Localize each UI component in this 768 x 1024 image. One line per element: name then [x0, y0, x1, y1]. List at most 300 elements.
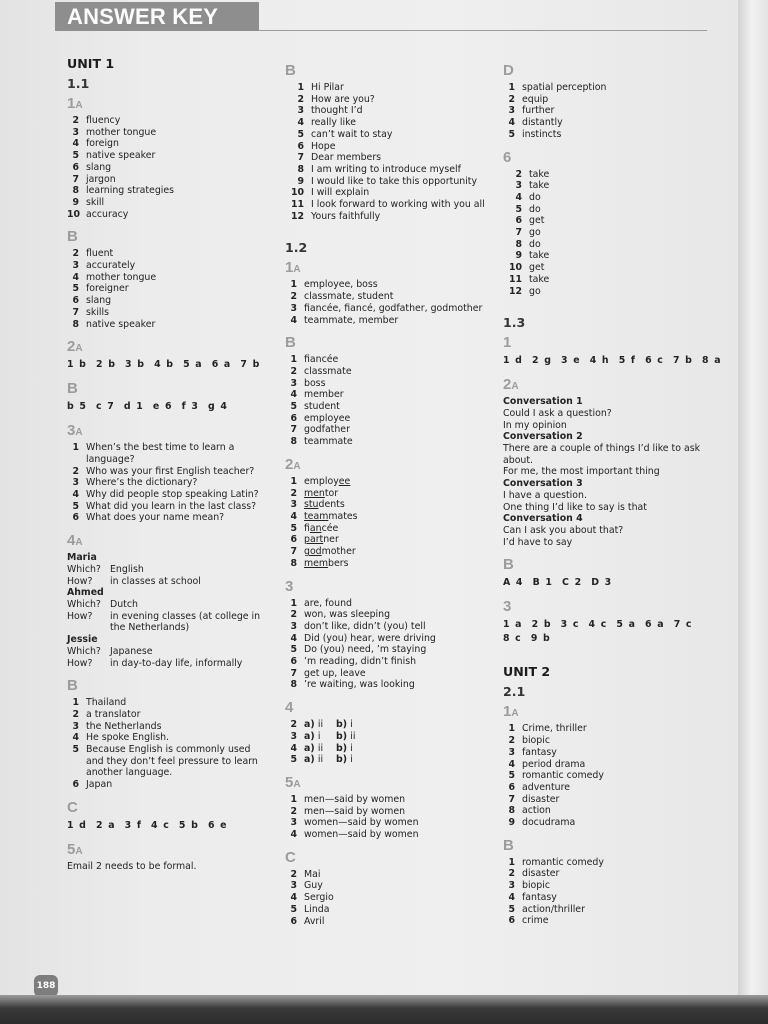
item-text: don’t like, didn’t (you) tell	[304, 620, 426, 632]
item-text: Japan	[86, 779, 113, 791]
item-text: He spoke English.	[86, 732, 170, 744]
item-text: biopic	[522, 880, 551, 892]
item-text: get	[529, 262, 545, 274]
item-text: godfather	[304, 424, 350, 436]
item-number: 2	[72, 465, 79, 477]
exercise-number: 5	[285, 773, 294, 791]
part-b-label: b)	[336, 754, 351, 766]
answer-item	[285, 546, 485, 558]
answer-item	[503, 759, 731, 771]
exercise-number: 2	[285, 455, 294, 473]
answer-item	[285, 817, 485, 829]
answer-item	[285, 187, 485, 199]
item-number: 1	[508, 856, 515, 868]
item-text	[304, 488, 485, 500]
item-text: ’re waiting, was looking	[304, 679, 415, 691]
answer-item	[67, 185, 267, 197]
item-number: 4	[72, 271, 79, 283]
unit-heading: UNIT 1	[67, 56, 115, 71]
answer-list	[67, 697, 267, 791]
answer-item	[285, 794, 485, 806]
item-text: student	[304, 401, 340, 413]
stressed-syllable: an	[309, 522, 322, 534]
item-text: Guy	[304, 880, 323, 892]
exercise-heading	[285, 699, 485, 718]
item-text: take	[529, 180, 550, 192]
answer-list	[503, 723, 731, 828]
lesson-heading: 2.1	[503, 684, 526, 700]
answer-item	[67, 248, 267, 260]
part-b-value: i	[350, 754, 353, 766]
item-text: fluent	[86, 248, 114, 260]
exercise-number: 1	[285, 259, 294, 277]
item-number: 5	[72, 744, 79, 756]
item-text: employee	[304, 412, 351, 424]
answer-item	[503, 880, 731, 892]
column-right	[503, 54, 731, 927]
answer-item	[503, 192, 731, 204]
lesson-heading: 1.3	[503, 315, 526, 331]
item-number: 9	[508, 817, 515, 829]
item-number: 6	[72, 779, 79, 791]
part-b-value: i	[350, 742, 353, 754]
item-text: won, was sleeping	[304, 609, 391, 621]
answer-item	[67, 477, 267, 489]
answer-item	[285, 389, 485, 401]
exercise-heading	[503, 62, 731, 81]
answer-item	[503, 857, 731, 869]
answer-item	[285, 916, 485, 928]
subheading: Conversation 2	[503, 431, 583, 443]
item-text: disaster	[522, 793, 560, 805]
item-text: Linda	[304, 903, 330, 915]
item-text: teammate	[304, 436, 353, 448]
exercise-number: 3	[503, 598, 512, 616]
answer-item	[285, 476, 485, 488]
answer-item	[285, 679, 485, 691]
item-number: 2	[72, 708, 79, 720]
item-text: mother tongue	[86, 126, 157, 138]
item-number: 9	[297, 175, 304, 187]
item-text: women—said by women	[304, 817, 419, 829]
item-number: 5	[515, 203, 522, 215]
item-number: 5	[290, 644, 297, 656]
item-text	[304, 511, 485, 523]
answer-list	[285, 279, 485, 326]
item-number: 8	[290, 679, 297, 691]
item-text: take	[529, 168, 550, 180]
answer-item	[503, 286, 731, 298]
answer-item	[285, 609, 485, 621]
answer-item	[67, 272, 267, 284]
item-text: fantasy	[522, 746, 557, 758]
subheading: Conversation 1	[503, 396, 583, 408]
item-text: jargon	[86, 173, 116, 185]
answer-text: For me, the most important thing	[503, 466, 660, 478]
part-b-label: b)	[336, 742, 351, 754]
answer-item	[67, 442, 267, 465]
item-text: do	[529, 238, 541, 250]
exercise-number: C	[285, 848, 296, 866]
item-number: 4	[515, 191, 522, 203]
exercise-number: B	[285, 334, 296, 352]
item-number: 5	[297, 128, 304, 140]
item-text: What does your name mean?	[86, 512, 225, 524]
item-text: disaster	[522, 868, 560, 880]
item-number: 7	[290, 424, 297, 436]
item-number: 3	[290, 302, 297, 314]
answer-list	[285, 719, 485, 766]
stressed-syllable: ee	[338, 475, 351, 487]
item-number: 2	[508, 868, 515, 880]
answer-text: Email 2 needs to be formal.	[67, 860, 197, 872]
exercise-number: B	[67, 380, 78, 398]
item-text: Crime, thriller	[522, 723, 587, 735]
answer-value: in day-to-day life, informally	[110, 657, 243, 669]
item-text: fantasy	[522, 891, 557, 903]
word-part: ner	[323, 534, 339, 546]
exercise-heading	[503, 837, 731, 856]
item-text: classmate, student	[304, 291, 394, 303]
item-number: 2	[297, 93, 304, 105]
item-number: 2	[290, 805, 297, 817]
item-text: Hi Pilar	[311, 82, 344, 93]
word-part: cée	[321, 522, 339, 534]
part-a	[304, 754, 336, 766]
answer-item	[67, 744, 267, 779]
answer-item	[285, 401, 485, 413]
question-answer-pair	[67, 646, 267, 658]
answer-item	[285, 644, 485, 656]
exercise-heading	[285, 578, 485, 597]
answer-text: One thing I’d like to say is that	[503, 501, 647, 513]
item-number: 11	[290, 199, 304, 211]
answer-item	[285, 424, 485, 436]
word-part: bers	[328, 557, 349, 569]
item-number: 6	[72, 512, 79, 524]
item-number: 4	[508, 891, 515, 903]
item-text: further	[522, 105, 555, 117]
answer-item	[285, 904, 485, 916]
stressed-syllable: mem	[304, 557, 329, 569]
item-text: mother tongue	[86, 271, 157, 283]
exercise-heading	[67, 841, 267, 860]
exercise-heading	[285, 62, 485, 81]
answer-item	[285, 94, 485, 106]
item-number: 8	[290, 557, 297, 569]
answer-item	[503, 82, 731, 94]
answer-item	[67, 138, 267, 150]
item-number: 3	[72, 126, 79, 138]
answer-item	[67, 209, 267, 221]
item-text: Dear members	[311, 152, 382, 164]
answer-text: In my opinion	[503, 419, 567, 431]
word-part: mother	[321, 546, 356, 558]
item-number: 3	[290, 499, 297, 511]
item-text: adventure	[522, 781, 570, 793]
item-text: action/thriller	[522, 903, 585, 915]
item-text: are, found	[304, 597, 352, 609]
facing-page-edge	[738, 0, 768, 1003]
answer-item	[285, 731, 485, 743]
item-text: spatial perception	[522, 82, 607, 93]
item-text: native speaker	[86, 318, 156, 330]
answer-list	[285, 476, 485, 570]
part-a	[304, 743, 336, 755]
exercise-number: 1	[503, 334, 512, 352]
part-a-value: ii	[317, 754, 324, 766]
item-text: Do (you) need, ’m staying	[304, 644, 427, 656]
exercise-part: A	[75, 537, 83, 549]
item-number: 5	[72, 500, 79, 512]
exercise-number: 4	[67, 532, 76, 550]
exercise-number: B	[503, 836, 514, 854]
exercise-number: 3	[67, 422, 76, 440]
item-number: 1	[72, 442, 79, 454]
item-text: men—said by women	[304, 805, 406, 817]
item-number: 3	[297, 105, 304, 117]
question-label: Which?	[67, 563, 101, 575]
answer-item	[503, 817, 731, 829]
answer-item	[285, 436, 485, 448]
exercise-part: A	[75, 100, 83, 111]
answer-item	[67, 466, 267, 478]
exercise-number: 5	[67, 840, 76, 858]
item-number: 5	[290, 754, 297, 766]
answer-line: 1 d 2 g 3 e 4 h 5 f 6 c 7 b 8 a	[503, 355, 722, 367]
subheading: Ahmed	[67, 587, 104, 599]
exercise-number: 4	[285, 699, 294, 717]
item-number: 6	[72, 161, 79, 173]
answer-list	[285, 794, 485, 841]
item-number: 8	[508, 805, 515, 817]
column-left	[67, 54, 267, 873]
answer-item	[503, 180, 731, 192]
exercise-number: B	[285, 62, 296, 79]
answer-list	[285, 598, 485, 692]
question-label: How?	[67, 657, 93, 669]
answer-item	[503, 274, 731, 286]
item-text: can’t wait to stay	[311, 128, 393, 140]
exercise-number: C	[67, 798, 78, 816]
item-text: Because English is commonly used and they don’t feel pressure to learn another language.	[86, 744, 258, 779]
exercise-heading	[285, 849, 485, 868]
answer-text: Can I ask you about that?	[503, 524, 624, 536]
item-number: 1	[290, 475, 297, 487]
item-number: 1	[508, 82, 515, 93]
answer-item	[285, 291, 485, 303]
exercise-heading	[285, 259, 485, 278]
part-a	[304, 719, 336, 731]
item-number: 4	[290, 742, 297, 754]
word-part: fi	[304, 522, 310, 534]
item-text: Yours faithfully	[311, 210, 381, 222]
exercise-heading	[67, 228, 267, 247]
answer-item	[67, 709, 267, 721]
item-text: fiancée, fiancé, godfather, godmother	[304, 302, 483, 314]
answer-item	[285, 117, 485, 129]
item-number: 4	[290, 892, 297, 904]
item-text: action	[522, 805, 551, 817]
answer-item	[285, 621, 485, 633]
item-text: biopic	[522, 735, 551, 747]
answer-list	[503, 82, 731, 141]
stressed-syllable: men	[304, 487, 325, 499]
answer-value: in evening classes (at college in the Netherlands)	[110, 610, 261, 634]
answer-list	[285, 354, 485, 448]
question-answer-pair	[67, 599, 267, 611]
item-text: go	[529, 285, 541, 297]
item-number: 1	[72, 697, 79, 709]
part-a	[304, 731, 336, 743]
item-text: classmate	[304, 365, 352, 377]
item-text: skill	[86, 196, 105, 208]
item-number: 8	[72, 318, 79, 330]
answer-item	[67, 319, 267, 331]
item-number: 4	[72, 489, 79, 501]
answer-item	[67, 489, 267, 501]
item-number: 1	[290, 354, 297, 366]
item-number: 3	[290, 730, 297, 742]
item-number: 9	[72, 196, 79, 208]
answer-value: Dutch	[110, 598, 138, 610]
answer-value: in classes at school	[110, 575, 201, 587]
stressed-syllable: part	[304, 534, 324, 546]
part-b	[336, 731, 355, 743]
item-text: I am writing to introduce myself	[311, 163, 461, 175]
answer-item	[67, 197, 267, 209]
item-number: 3	[72, 477, 79, 489]
item-text: distantly	[522, 117, 563, 129]
part-b	[336, 743, 353, 755]
answer-item	[285, 869, 485, 881]
item-number: 2	[290, 609, 297, 621]
scan-shadow	[0, 995, 768, 1024]
item-number: 9	[515, 250, 522, 262]
answer-item	[285, 633, 485, 645]
item-number: 6	[515, 215, 522, 227]
answer-item	[285, 211, 485, 223]
exercise-number: 1	[67, 95, 76, 112]
exercise-part: A	[293, 460, 301, 472]
item-number: 4	[290, 632, 297, 644]
stressed-syllable: god	[304, 546, 322, 558]
answer-list	[67, 248, 267, 330]
answer-item	[503, 747, 731, 759]
item-text: Who was your first English teacher?	[86, 465, 255, 477]
answer-text: I have a question.	[503, 489, 587, 501]
answer-item	[285, 366, 485, 378]
item-number: 5	[290, 522, 297, 534]
item-number: 7	[290, 546, 297, 558]
exercise-heading	[67, 799, 267, 818]
exercise-number: B	[67, 677, 78, 695]
item-text: teammate, member	[304, 314, 399, 326]
item-number: 4	[297, 117, 304, 129]
item-text: do	[529, 203, 541, 215]
exercise-heading	[285, 334, 485, 353]
answer-line: A 4 B 1 C 2 D 3	[503, 577, 613, 589]
answer-item	[67, 174, 267, 186]
item-number: 7	[515, 227, 522, 239]
exercise-part: A	[293, 264, 301, 276]
part-a-label: a)	[304, 730, 318, 742]
item-number: 3	[515, 180, 522, 192]
answer-line: 1 a 2 b 3 c 4 c 5 a 6 a 7 c	[503, 619, 693, 631]
item-number: 6	[297, 140, 304, 152]
item-number: 6	[508, 915, 515, 927]
answer-item	[67, 162, 267, 174]
answer-item	[67, 779, 267, 791]
item-number: 6	[290, 915, 297, 927]
item-number: 11	[508, 273, 522, 285]
item-text: thought I’d	[311, 105, 363, 117]
item-number: 3	[508, 746, 515, 758]
answer-item	[285, 656, 485, 668]
exercise-heading	[67, 380, 267, 399]
part-b-value: i	[350, 719, 353, 731]
item-number: 3	[290, 377, 297, 389]
exercise-heading	[503, 376, 731, 395]
exercise-part: A	[75, 343, 83, 355]
word-part: employ	[304, 475, 339, 487]
answer-item	[285, 82, 485, 94]
answer-item	[285, 743, 485, 755]
exercise-heading	[503, 556, 731, 575]
item-number: 4	[290, 829, 297, 841]
answer-item	[285, 598, 485, 610]
item-number: 4	[290, 314, 297, 326]
answer-item	[285, 829, 485, 841]
item-number: 4	[290, 389, 297, 401]
item-text: a translator	[86, 708, 141, 720]
exercise-number: 6	[503, 148, 512, 166]
exercise-part: A	[511, 381, 519, 393]
item-text: go	[529, 227, 541, 239]
item-text: accuracy	[86, 208, 129, 220]
item-number: 3	[72, 260, 79, 272]
answer-item	[503, 129, 731, 141]
item-text: equip	[522, 93, 549, 105]
answer-item	[67, 697, 267, 709]
item-number: 8	[290, 436, 297, 448]
exercise-number: B	[503, 556, 514, 574]
exercise-number: 2	[503, 376, 512, 394]
answer-item	[67, 260, 267, 272]
item-number: 5	[508, 128, 515, 140]
item-text: fluency	[86, 115, 121, 126]
stressed-syllable: stu	[304, 499, 319, 511]
answer-item	[503, 117, 731, 129]
answer-item	[503, 204, 731, 216]
item-text: romantic comedy	[522, 856, 604, 868]
answer-item	[285, 354, 485, 366]
exercise-heading	[67, 532, 267, 551]
answer-item	[67, 283, 267, 295]
lesson-heading: 1.2	[285, 240, 308, 256]
item-number: 4	[72, 732, 79, 744]
answer-text: I’d have to say	[503, 536, 573, 548]
answer-item	[503, 169, 731, 181]
item-text: men—said by women	[304, 793, 406, 805]
item-text: Sergio	[304, 892, 334, 904]
word-part: mates	[328, 510, 358, 522]
answer-item	[503, 770, 731, 782]
item-number: 6	[290, 534, 297, 546]
item-number: 3	[508, 880, 515, 892]
exercise-heading	[285, 774, 485, 793]
item-number: 12	[508, 285, 522, 297]
